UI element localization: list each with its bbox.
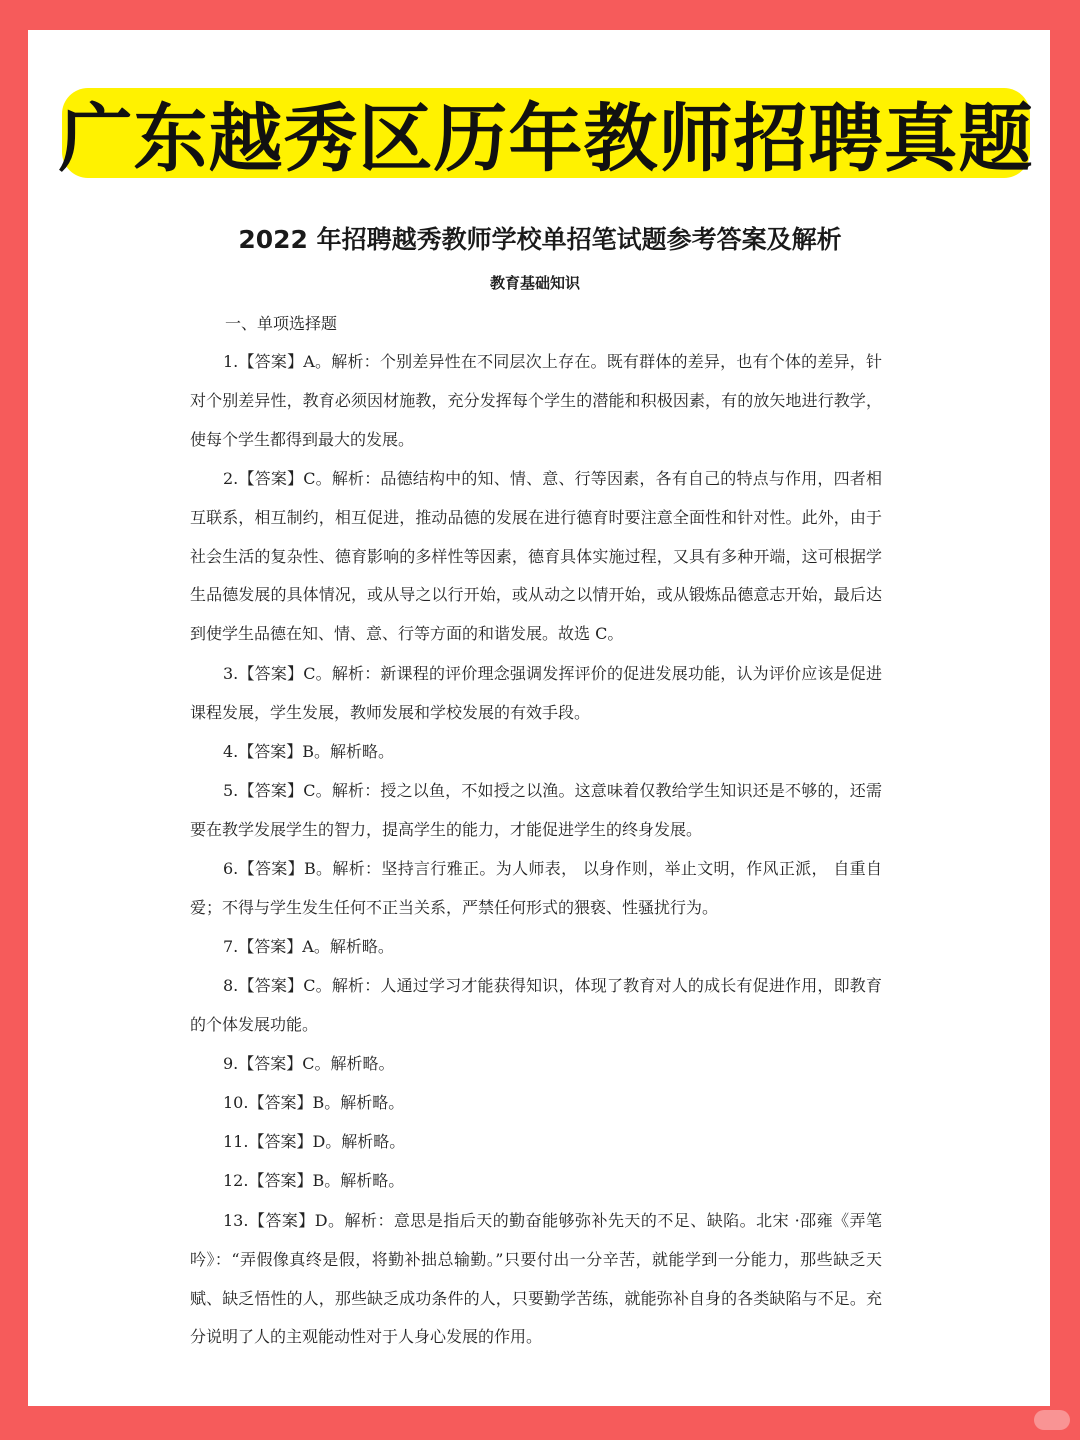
answer-item-1: 1.【答案】A。解析：个别差异性在不同层次上存在。既有群体的差异，也有个体的差异，针对个别差异性，教育必须因材施教，充分发挥每个学生的潜能和积极因素，有的放矢地进行教学，使每个学生都得到最大的发展。 [190,352,882,449]
document-subtitle: 教育基础知识 [489,274,580,292]
answer-item-3: 3.【答案】C。解析：新课程的评价理念强调发挥评价的促进发展功能，认为评价应该是促进课程发展，学生发展，教师发展和学校发展的有效手段。 [190,664,882,722]
answer-item-2: 2.【答案】C。解析：品德结构中的知、情、意、行等因素，各有自己的特点与作用，四者相互联系，相互制约，相互促进，推动品德的发展在进行德育时要注意全面性和针对性。此外，由于社会生活的复杂性、德育影响的多样性等因素，德育具体实施过程，又具有多种开端，这可根据学生品德发展的具体情况，或从导之以行开始，或从动之以情开始，或从锻炼品德意志开始，最后达到使学生品德在知、情、意、行等方面的和谐发展。故选 C。 [190,469,882,644]
answer-item-4: 4.【答案】B。解析略。 [223,742,395,761]
answer-item-6: 6.【答案】B。解析：坚持言行雅正。为人师表， 以身作则，举止文明，作风正派， 自重自爱；不得与学生发生任何不正当关系，严禁任何形式的猥亵、性骚扰行为。 [190,859,882,917]
section-heading: 一、单项选择题 [225,314,338,333]
watermark-badge [1034,1410,1070,1430]
answer-item-8: 8.【答案】C。解析：人通过学习才能获得知识，体现了教育对人的成长有促进作用，即教育的个体发展功能。 [190,976,882,1034]
answer-item-10: 10.【答案】B。解析略。 [223,1093,405,1112]
answer-item-13: 13.【答案】D。解析：意思是指后天的勤奋能够弥补先天的不足、缺陷。北宋 ·邵雍《弄笔吟》：“弄假像真终是假，将勤补拙总输勤。”只要付出一分辛苦，就能学到一分能力，那些缺乏天赋、缺乏悟性的人，那些缺乏成功条件的人，只要勤学苦练，就能弥补自身的各类缺陷与不足。充分说明了人的主观能动性对于人身心发展的作用。 [190,1211,882,1347]
answer-item-11: 11.【答案】D。解析略。 [223,1132,406,1151]
answer-item-9: 9.【答案】C。解析略。 [223,1054,395,1073]
answer-item-5: 5.【答案】C。解析：授之以鱼，不如授之以渔。这意味着仅教给学生知识还是不够的，还需要在教学发展学生的智力，提高学生的能力，才能促进学生的终身发展。 [190,781,882,839]
title-banner [58,88,1034,182]
answer-item-12: 12.【答案】B。解析略。 [223,1171,405,1190]
answer-item-7: 7.【答案】A。解析略。 [223,937,394,956]
banner-title: 广东越秀区历年教师招聘真题 [58,96,1034,182]
document-title: 2022 年招聘越秀教师学校单招笔试题参考答案及解析 [238,225,842,254]
